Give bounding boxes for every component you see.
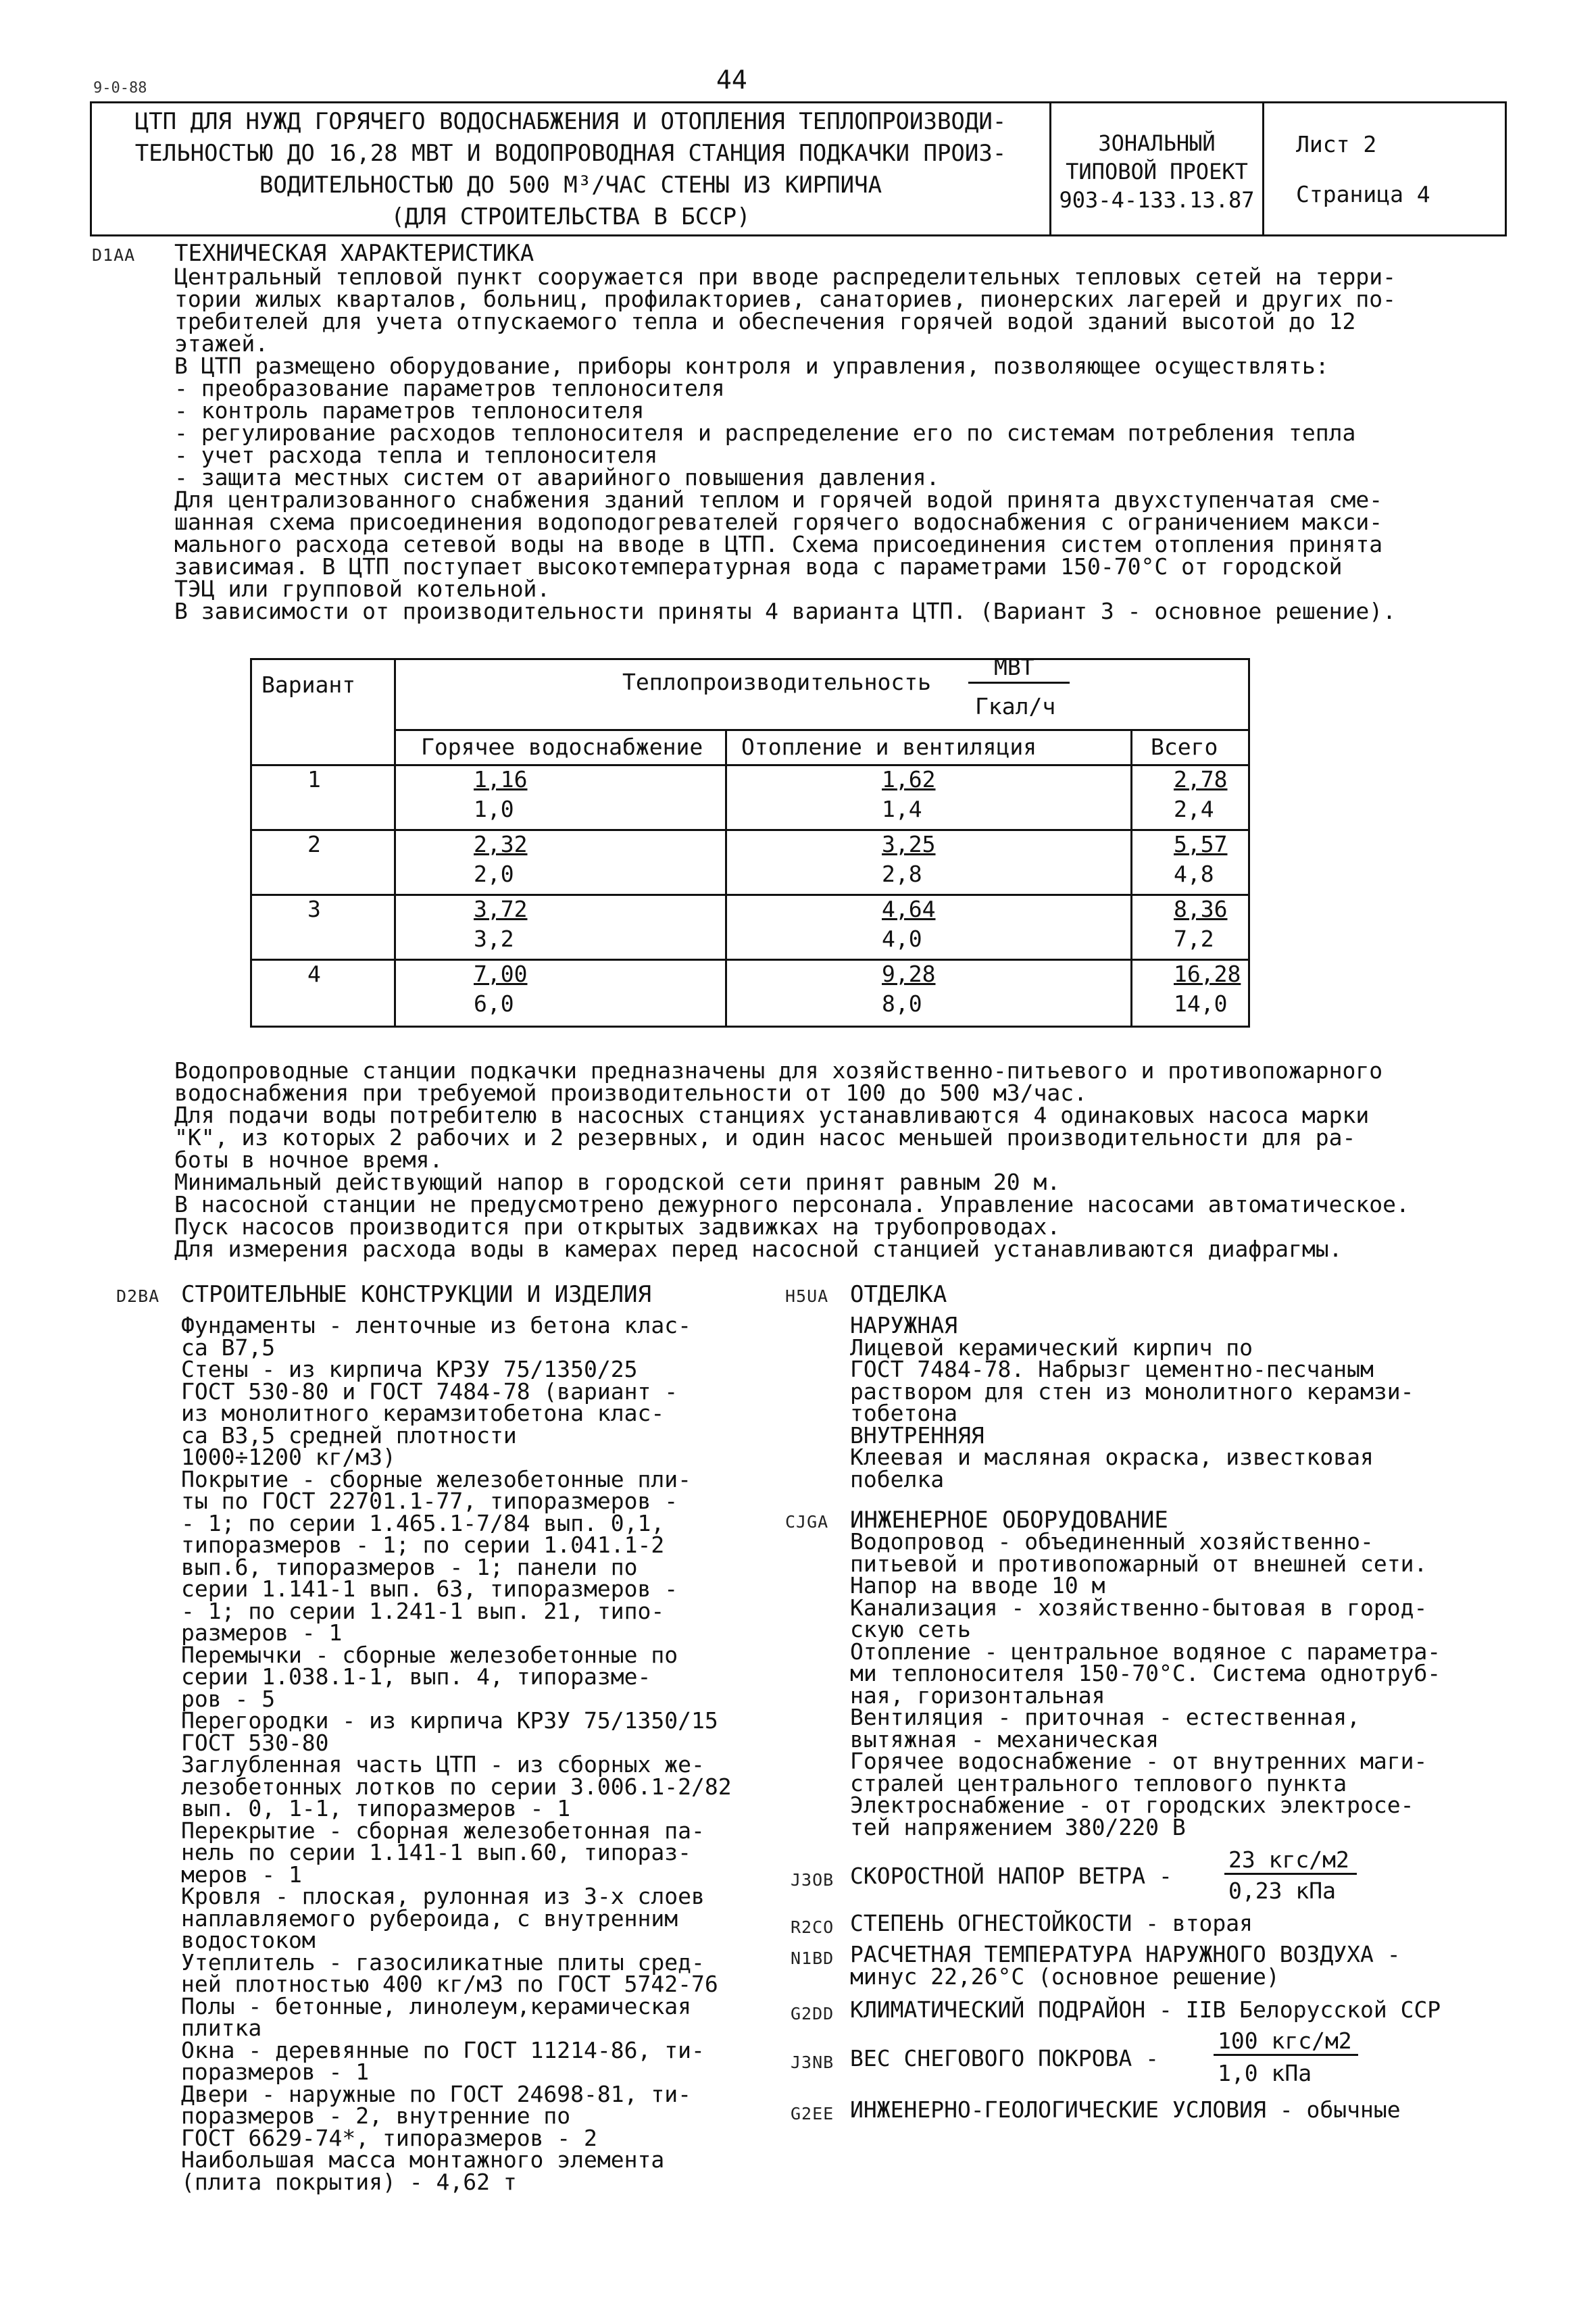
text-line: Отопление - центральное водяное с параметра-	[850, 1638, 1441, 1665]
text-line: Покрытие - сборные железобетонные пли-	[181, 1465, 691, 1492]
section-title: СТРОИТЕЛЬНЫЕ КОНСТРУКЦИИ И ИЗДЕЛИЯ	[181, 1281, 651, 1308]
text-line: Перекрытие - сборная железобетонная па-	[181, 1817, 705, 1844]
param-code: J3OB	[791, 1870, 834, 1890]
text-line: поразмеров - 1	[181, 2059, 370, 2085]
text-line: Канализация - хозяйственно-бытовая в город-	[850, 1594, 1428, 1621]
text-line: Кровля - плоская, рулонная из 3-х слоев	[181, 1883, 705, 1909]
text-line: серии 1.141-1 вып. 63, типоразмеров -	[181, 1576, 678, 1602]
text-line: ГОСТ 6629-74*, типоразмеров - 2	[181, 2124, 597, 2151]
value-cell: 1,62	[882, 766, 936, 793]
value-cell: 16,28	[1174, 961, 1241, 987]
text-line: Стены - из кирпича КРЗУ 75/1350/25	[181, 1356, 638, 1382]
section-code: H5UA	[785, 1286, 829, 1306]
variant-cell: 3	[307, 896, 321, 922]
text-line: Перемычки - сборные железобетонные по	[181, 1641, 678, 1668]
header-hot-water: Горячее водоснабжение	[421, 734, 703, 760]
text-line: - учет расхода тепла и теплоносителя	[174, 442, 658, 468]
text-line: В ЦТП размещено оборудование, приборы контроля и управления, позволяющее осуществлять:	[174, 353, 1329, 379]
text-line: ГОСТ 530-80	[181, 1729, 329, 1756]
title-line: ЦТП ДЛЯ НУЖД ГОРЯЧЕГО ВОДОСНАБЖЕНИЯ И ОТОПЛЕНИЯ ТЕПЛОПРОИЗВОДИ-	[134, 108, 1007, 135]
wind-value-kpa: 0,23 кПа	[1228, 1878, 1336, 1904]
project-line: 903-4-133.13.87	[1059, 187, 1255, 213]
water-text	[174, 1059, 1410, 1260]
value-cell: 2,32	[474, 831, 528, 857]
section-code: D1AA	[92, 245, 136, 265]
text-line: ты по ГОСТ 22701.1-77, типоразмеров -	[181, 1488, 678, 1514]
finish-text	[850, 1312, 1414, 1492]
text-line: водостоком	[181, 1927, 316, 1953]
text-line: питьевой и противопожарный от внешней сети.	[850, 1550, 1428, 1577]
text-line: Наибольшая масса монтажного элемента	[181, 2146, 665, 2173]
text-line: Горячее водоснабжение - от внутренних маги-	[850, 1748, 1428, 1774]
unit-mw: МВТ	[994, 654, 1034, 680]
unit-gcal: Гкал/ч	[975, 693, 1056, 720]
snow-value-kgs: 100 кгс/м2	[1218, 2028, 1352, 2054]
value-cell: 4,8	[1174, 861, 1214, 887]
value-cell: 2,0	[474, 861, 514, 887]
text-line: - контроль параметров теплоносителя	[174, 397, 645, 424]
page-number: 44	[716, 65, 747, 95]
text-line: вып.6, типоразмеров - 1; панели по	[181, 1553, 638, 1580]
value-cell: 6,0	[474, 990, 514, 1017]
text-line: ВНУТРЕННЯЯ	[850, 1422, 984, 1449]
project-code-cell	[1051, 103, 1264, 234]
value-cell: 3,2	[474, 926, 514, 952]
section-code: CJGA	[785, 1512, 829, 1532]
climate-subregion: КЛИМАТИЧЕСКИЙ ПОДРАЙОН - IIВ Белорусской ССР	[850, 1996, 1441, 2023]
sheet-number: Лист 2	[1296, 131, 1377, 157]
param-code: J3NB	[791, 2053, 834, 2072]
text-line: ТЭЦ или групповой котельной.	[174, 576, 551, 602]
section-title: ТЕХНИЧЕСКАЯ ХАРАКТЕРИСТИКА	[174, 240, 534, 267]
text-line: 1000÷1200 кг/м3)	[181, 1444, 396, 1470]
text-line: Водопровод - объединенный хозяйственно-	[850, 1528, 1374, 1555]
text-line: тобетона	[850, 1400, 957, 1426]
value-cell: 1,4	[882, 796, 922, 822]
text-line: наплавляемого рубероида, с внутренним	[181, 1905, 678, 1932]
text-line: В зависимости от производительности приняты 4 варианта ЦТП. (Вариант 3 - основное решение).	[174, 598, 1396, 624]
tech-text	[174, 263, 1396, 624]
variant-cell: 4	[307, 961, 321, 987]
text-line: поразмеров - 2, внутренние по	[181, 2103, 571, 2129]
construction-text	[181, 1312, 732, 2195]
value-cell: 4,0	[882, 926, 922, 952]
text-line: Клеевая и масляная окраска, известковая	[850, 1444, 1374, 1470]
text-line: Заглубленная часть ЦТП - из сборных же-	[181, 1751, 705, 1778]
value-cell: 3,72	[474, 896, 528, 922]
text-line: ров - 5	[181, 1685, 276, 1712]
text-line: - регулирование расходов теплоносителя и распределение его по системам потребления тепла	[174, 420, 1356, 446]
value-cell: 7,2	[1174, 926, 1214, 952]
value-cell: 8,0	[882, 990, 922, 1017]
text-line: ная, горизонтальная	[850, 1682, 1105, 1709]
param-code: G2DD	[791, 2004, 834, 2023]
text-line: В насосной станции не предусмотрено дежурного персонала. Управление насосами автоматическое.	[174, 1191, 1410, 1217]
geo-conditions: ИНЖЕНЕРНО-ГЕОЛОГИЧЕСКИЕ УСЛОВИЯ - обычные	[850, 2096, 1401, 2123]
value-cell: 3,25	[882, 831, 936, 857]
param-code: N1BD	[791, 1948, 834, 1968]
text-line: Минимальный действующий напор в городской сети принят равным 20 м.	[174, 1169, 1061, 1195]
value-cell: 1,16	[474, 766, 528, 793]
text-line: - 1; по серии 1.465.1-7/84 вып. 0,1,	[181, 1509, 665, 1536]
title-line: ВОДИТЕЛЬНОСТЬЮ ДО 500 М³/ЧАС СТЕНЫ ИЗ КИРПИЧА	[259, 172, 882, 199]
value-cell: 2,4	[1174, 796, 1214, 822]
text-line: тории жилых кварталов, больниц, профилакториев, санаториев, пионерских лагерей и других по-	[174, 286, 1396, 312]
section-title: ИНЖЕНЕРНОЕ ОБОРУДОВАНИЕ	[850, 1507, 1168, 1534]
text-line: - преобразование параметров теплоносителя	[174, 375, 725, 401]
snow-label: ВЕС СНЕГОВОГО ПОКРОВА -	[850, 2045, 1159, 2071]
text-line: стралей центрального теплового пункта	[850, 1769, 1347, 1796]
param-code: R2CO	[791, 1917, 834, 1937]
engineering-text	[850, 1528, 1441, 1840]
text-line: минус 22,26°С (основное решение)	[850, 1963, 1280, 1990]
text-line: вып. 0, 1-1, типоразмеров - 1	[181, 1795, 571, 1821]
section-title: ОТДЕЛКА	[850, 1281, 947, 1308]
text-line: мального расхода сетевой воды на вводе в ЦТП. Схема присоединения систем отопления принята	[174, 531, 1383, 557]
text-line: Водопроводные станции подкачки предназначены для хозяйственно-питьевого и противопожарного	[174, 1057, 1383, 1084]
wind-label: СКОРОСТНОЙ НАПОР ВЕТРА -	[850, 1863, 1172, 1889]
text-line: Перегородки - из кирпича КРЗУ 75/1350/15	[181, 1707, 718, 1734]
text-line: Электроснабжение - от городских электросе-	[850, 1792, 1414, 1818]
text-line: - защита местных систем от аварийного повышения давления.	[174, 464, 940, 491]
text-line: Утеплитель - газосиликатные плиты сред-	[181, 1948, 705, 1976]
text-line: Для централизованного снабжения зданий теплом и горячей водой принята двухступенчатая сме-	[174, 486, 1383, 513]
title-line: (ДЛЯ СТРОИТЕЛЬСТВА В БССР)	[391, 203, 751, 230]
value-cell: 2,8	[882, 861, 922, 887]
header-capacity: Теплопроизводительность	[622, 669, 931, 695]
text-line: скую сеть	[850, 1616, 971, 1642]
page-corner-code: 9-0-88	[93, 80, 147, 97]
text-line: - 1; по серии 1.241-1 вып. 21, типо-	[181, 1597, 665, 1624]
value-cell: 8,36	[1174, 896, 1228, 922]
text-line: водоснабжения при требуемой производительности от 100 до 500 м3/час.	[174, 1080, 1088, 1106]
project-title	[92, 103, 1051, 234]
text-line: раствором для стен из монолитного керамзи-	[850, 1378, 1414, 1405]
variant-cell: 1	[307, 766, 321, 793]
text-line: Полы - бетонные, линолеум,керамическая	[181, 1992, 691, 2019]
text-line: шанная схема присоединения водоподогревателей горячего водоснабжения с ограничением макси-	[174, 509, 1383, 535]
text-line: меров - 1	[181, 1861, 302, 1888]
text-line: зависимая. В ЦТП поступает высокотемпературная вода с параметрами 150-70°С от городской	[174, 553, 1343, 580]
text-line: Фундаменты - ленточные из бетона клас-	[181, 1312, 691, 1338]
text-line: са В7,5	[181, 1334, 276, 1361]
capacity-table	[250, 654, 1250, 1028]
value-cell: 4,64	[882, 896, 936, 922]
text-line: ми теплоносителя 150-70°С. Система однотруб-	[850, 1660, 1441, 1686]
param-code: G2EE	[791, 2104, 834, 2123]
title-block	[90, 101, 1507, 236]
variant-cell: 2	[307, 831, 321, 857]
text-line: Вентиляция - приточная - естественная,	[850, 1704, 1360, 1730]
value-cell: 2,78	[1174, 766, 1228, 793]
header-heating: Отопление и вентиляция	[741, 734, 1037, 760]
design-temperature	[850, 1943, 1401, 1988]
value-cell: 9,28	[882, 961, 936, 987]
text-line: Центральный тепловой пункт сооружается при вводе распределительных тепловых сетей на терри-	[174, 263, 1396, 290]
text-line: из монолитного керамзитобетона клас-	[181, 1400, 665, 1426]
text-line: размеров - 1	[181, 1619, 343, 1646]
text-line: требителей для учета отпускаемого тепла и обеспечения горячей водой зданий высотой до 12	[174, 308, 1356, 334]
text-line: Пуск насосов производится при открытых задвижках на трубопроводах.	[174, 1213, 1061, 1240]
page-label: Страница 4	[1296, 181, 1430, 207]
text-line: "К", из которых 2 рабочих и 2 резервных, и один насос меньшей производительности для ра-	[174, 1124, 1356, 1151]
text-line: побелка	[850, 1465, 945, 1492]
text-line: типоразмеров - 1; по серии 1.041.1-2	[181, 1532, 665, 1558]
value-cell: 14,0	[1174, 990, 1228, 1017]
value-cell: 7,00	[474, 961, 528, 987]
text-line: боты в ночное время.	[174, 1147, 443, 1173]
text-line: ГОСТ 7484-78. Набрызг цементно-песчаным	[850, 1356, 1374, 1382]
text-line: Окна - деревянные по ГОСТ 11214-86, ти-	[181, 2036, 705, 2063]
text-line: Двери - наружные по ГОСТ 24698-81, ти-	[181, 2080, 691, 2107]
project-line: ЗОНАЛЬНЫЙ	[1098, 130, 1216, 156]
snow-value-kpa: 1,0 кПа	[1218, 2060, 1312, 2086]
section-code: D2BA	[116, 1286, 160, 1306]
title-line: ТЕЛЬНОСТЬЮ ДО 16,28 МВТ И ВОДОПРОВОДНАЯ СТАНЦИЯ ПОДКАЧКИ ПРОИЗ-	[134, 140, 1007, 167]
text-line: са В3,5 средней плотности	[181, 1422, 517, 1449]
text-line: серии 1.038.1-1, вып. 4, типоразме-	[181, 1663, 651, 1690]
fire-resistance: СТЕПЕНЬ ОГНЕСТОЙКОСТИ - вторая	[850, 1910, 1253, 1936]
text-line: (плита покрытия) - 4,62 т	[181, 2168, 517, 2195]
text-line: лезобетонных лотков по серии 3.006.1-2/82	[181, 1773, 732, 1800]
value-cell: 1,0	[474, 796, 514, 822]
text-line: Для подачи воды потребителю в насосных станциях устанавливаются 4 одинаковых насоса марки	[174, 1102, 1370, 1128]
wind-value-kgs: 23 кгс/м2	[1228, 1846, 1349, 1873]
value-cell: 5,57	[1174, 831, 1228, 857]
text-line: нель по серии 1.141-1 вып.60, типораз-	[181, 1839, 691, 1865]
text-line: Напор на вводе 10 м	[850, 1572, 1105, 1599]
text-line: вытяжная - механическая	[850, 1726, 1159, 1753]
text-line: РАСЧЕТНАЯ ТЕМПЕРАТУРА НАРУЖНОГО ВОЗДУХА -	[850, 1941, 1401, 1967]
text-line: плитка	[181, 2015, 262, 2041]
sheet-cell	[1266, 103, 1505, 234]
text-line: этажей.	[174, 330, 269, 357]
text-line: ней плотностью 400 кг/м3 по ГОСТ 5742-76	[181, 1971, 718, 1997]
text-line: тей напряжением 380/220 В	[850, 1813, 1186, 1840]
text-line: Лицевой керамический кирпич по	[850, 1334, 1253, 1361]
text-line: ГОСТ 530-80 и ГОСТ 7484-78 (вариант -	[181, 1378, 678, 1405]
text-line: Для измерения расхода воды в камерах перед насосной станцией устанавливаются диафрагмы.	[174, 1236, 1343, 1262]
header-variant: Вариант	[261, 672, 356, 698]
project-line: ТИПОВОЙ ПРОЕКТ	[1066, 159, 1248, 184]
text-line: НАРУЖНАЯ	[850, 1312, 957, 1338]
header-total: Всего	[1151, 734, 1218, 760]
